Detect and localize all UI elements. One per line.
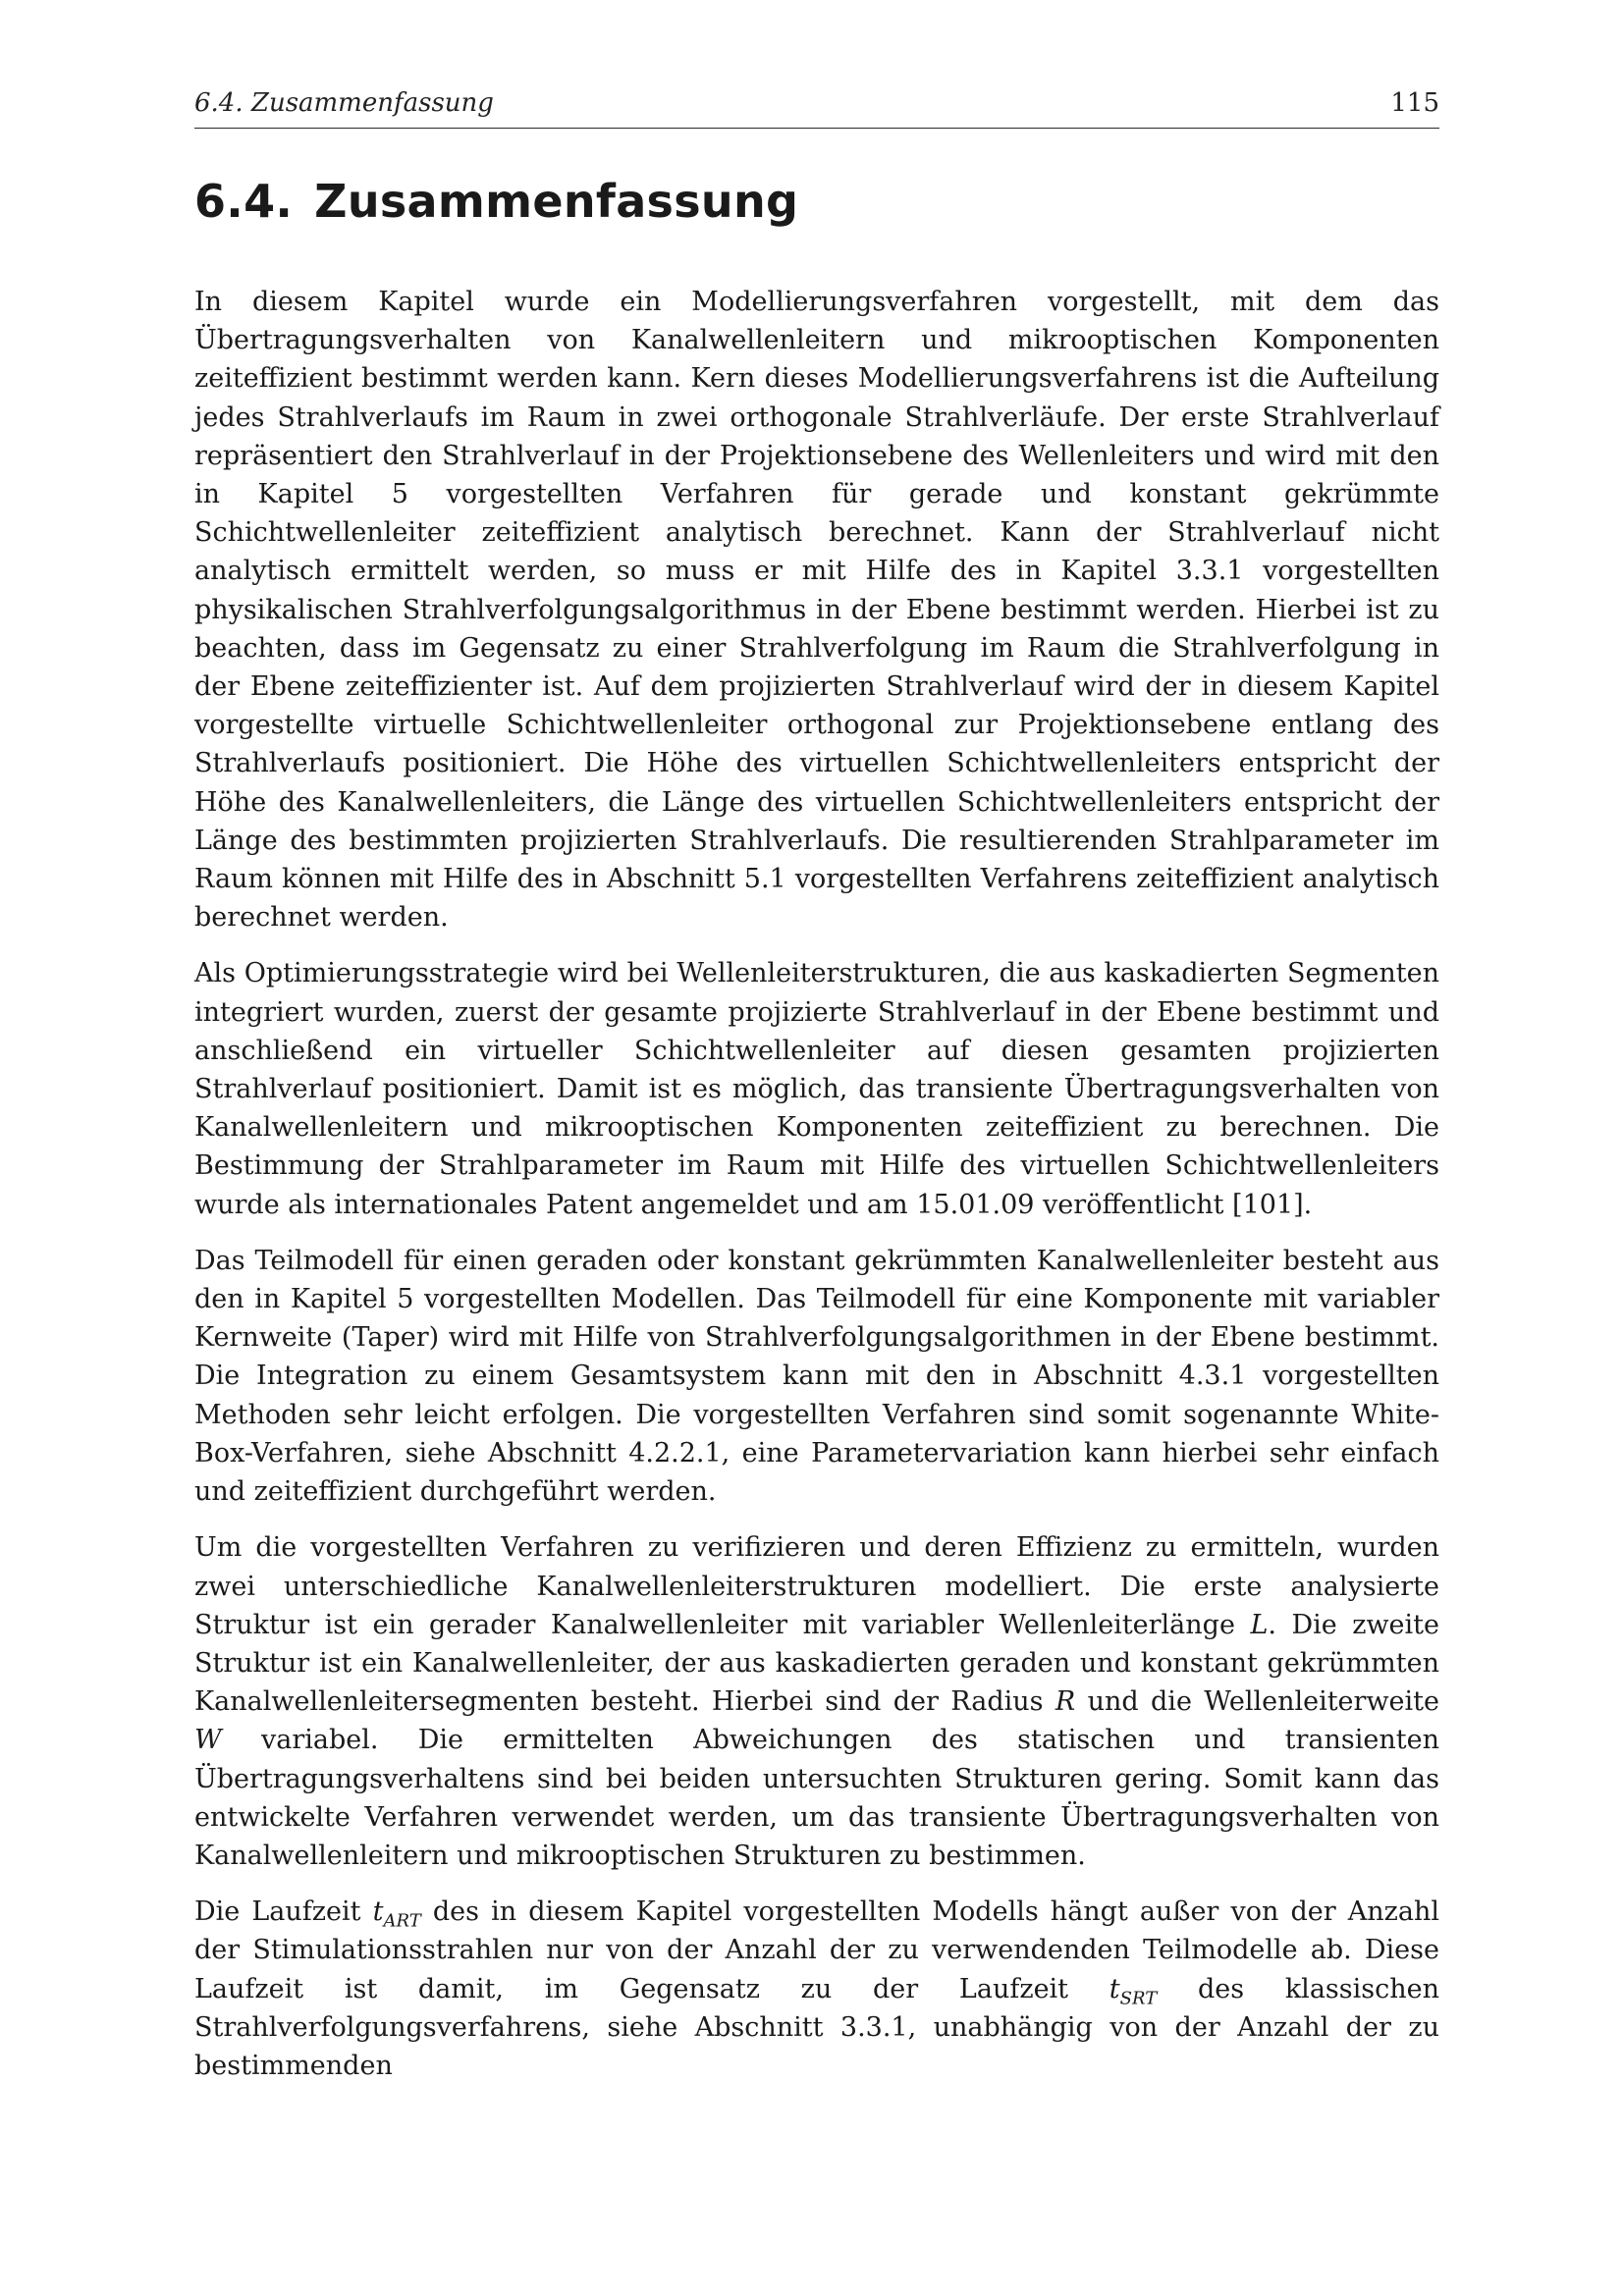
page-number: 115 xyxy=(1390,88,1439,118)
paragraph-4-text-3: und die Wellenleiterweite xyxy=(1075,1686,1439,1718)
paragraph-3: Das Teilmodell für einen geraden oder konstant gekrümmten Kanalwellenleiter besteht aus den in Kapitel 5 vorgestellten Modellen. Das Teilmodell für eine Komponente mit variabler Kernweite (Taper) wird mit Hilfe von Strahlverfolgungsalgorithmen in der Ebene bestimmt. Die Integration zu einem Gesamtsystem kann mit den in Abschnitt 4.3.1 vorgestellten Methoden sehr leicht erfolgen. Die vorgestellten Verfahren sind somit sogenannte White-Box-Verfahren, siehe Abschnitt 4.2.2.1, eine Parametervariation kann hierbei sehr einfach und zeiteffizient durchgeführt werden. xyxy=(194,1245,1439,1508)
running-header xyxy=(194,86,1439,129)
variable-W: W xyxy=(194,1725,222,1756)
variable-t-srt-subscript: SRT xyxy=(1119,1987,1158,2008)
paragraph-4-text-4: variabel. Die ermittelten Abweichungen des statischen und transienten Übertragungsverhaltens sind bei beiden untersuchten Strukturen gering. Somit kann das entwickelte Verfahren verwendet werden, um das transiente Übertragungsverhalten von Kanalwellenleitern und mikrooptischen Strukturen zu bestimmen. xyxy=(194,1725,1439,1871)
variable-L: L xyxy=(1250,1609,1269,1640)
variable-t-art-base: t xyxy=(372,1896,384,1928)
body-text xyxy=(194,283,1439,2103)
paragraph-2: Als Optimierungsstrategie wird bei Wellenleiterstrukturen, die aus kaskadierten Segmenten integriert wurden, zuerst der gesamte projizierte Strahlverlauf in der Ebene bestimmt und anschließend ein virtueller Schichtwellenleiter auf diesen gesamten projizierten Strahlverlauf positioniert. Damit ist es möglich, das transiente Übertragungsverhalten von Kanalwellenleitern und mikrooptischen Komponenten zeiteffizient zu berechnen. Die Bestimmung der Strahlparameter im Raum mit Hilfe des virtuellen Schichtwellenleiters wurde als internationales Patent angemeldet und am 15.01.09 veröffentlicht [101]. xyxy=(194,958,1439,1220)
section-number: 6.4. xyxy=(194,175,294,228)
paragraph-5 xyxy=(194,1893,1439,2085)
paragraph-5-text-1: Die Laufzeit xyxy=(194,1896,373,1928)
variable-t-srt-base: t xyxy=(1109,1973,1120,2004)
variable-R: R xyxy=(1055,1686,1076,1718)
section-title xyxy=(194,175,798,228)
paragraph-4-text-1: Um die vorgestellten Verfahren zu verifizieren und deren Effizienz zu ermitteln, wurden zwei unterschiedliche Kanalwellenleiterstrukturen modelliert. Die erste analysierte Struktur ist ein gerader Kanalwellenleiter mit variabler Wellenleiterlänge xyxy=(194,1532,1439,1640)
section-title-text: Zusammenfassung xyxy=(314,175,799,228)
paragraph-5-text-3: des klassischen Strahlverfolgungsverfahrens, siehe Abschnitt 3.3.1, unabhängig von der Anzahl der zu bestimmenden xyxy=(194,1973,1439,2081)
variable-t-art-subscript: ART xyxy=(383,1910,421,1932)
paragraph-4-text-2: . Die zweite Struktur ist ein Kanalwellenleiter, der aus kaskadierten geraden und konstant gekrümmten Kanalwellenleitersegmenten besteht. Hierbei sind der Radius xyxy=(194,1609,1439,1718)
paragraph-4 xyxy=(194,1528,1439,1875)
running-header-section: 6.4. Zusammenfassung xyxy=(194,88,494,118)
paragraph-1: In diesem Kapitel wurde ein Modellierungsverfahren vorgestellt, mit dem das Übertragungsverhalten von Kanalwellenleitern und mikrooptischen Komponenten zeiteffizient bestimmt werden kann. Kern dieses Modellierungsverfahrens ist die Aufteilung jedes Strahlverlaufs im Raum in zwei orthogonale Strahlverläufe. Der erste Strahlverlauf repräsentiert den Strahlverlauf in der Projektionsebene des Wellenleiters und wird mit den in Kapitel 5 vorgestellten Verfahren für gerade und konstant gekrümmte Schichtwellenleiter zeiteffizient analytisch berechnet. Kann der Strahlverlauf nicht analytisch ermittelt werden, so muss er mit Hilfe des in Kapitel 3.3.1 vorgestellten physikalischen Strahlverfolgungsalgorithmus in der Ebene bestimmt werden. Hierbei ist zu beachten, dass im Gegensatz zu einer Strahlverfolgung im Raum die Strahlverfolgung in der Ebene zeiteffizienter ist. Auf dem projizierten Strahlverlauf wird der in diesem Kapitel vorgestellte virtuelle Schichtwellenleiter orthogonal zur Projektionsebene entlang des Strahlverlaufs positioniert. Die Höhe des virtuellen Schichtwellenleiters entspricht der Höhe des Kanalwellenleiters, die Länge des virtuellen Schichtwellenleiters entspricht der Länge des bestimmten projizierten Strahlverlaufs. Die resultierenden Strahlparameter im Raum können mit Hilfe des in Abschnitt 5.1 vorgestellten Verfahrens zeiteffizient analytisch berechnet werden. xyxy=(194,287,1439,934)
paragraph-5-text-2: des in diesem Kapitel vorgestellten Modells hängt außer von der Anzahl der Stimulationsstrahlen nur von der Anzahl der zu verwendenden Teilmodelle ab. Diese Laufzeit ist damit, im Gegensatz zu der Laufzeit xyxy=(194,1896,1439,2004)
variable-t-art xyxy=(372,1896,421,1932)
variable-t-srt xyxy=(1109,1973,1158,2008)
